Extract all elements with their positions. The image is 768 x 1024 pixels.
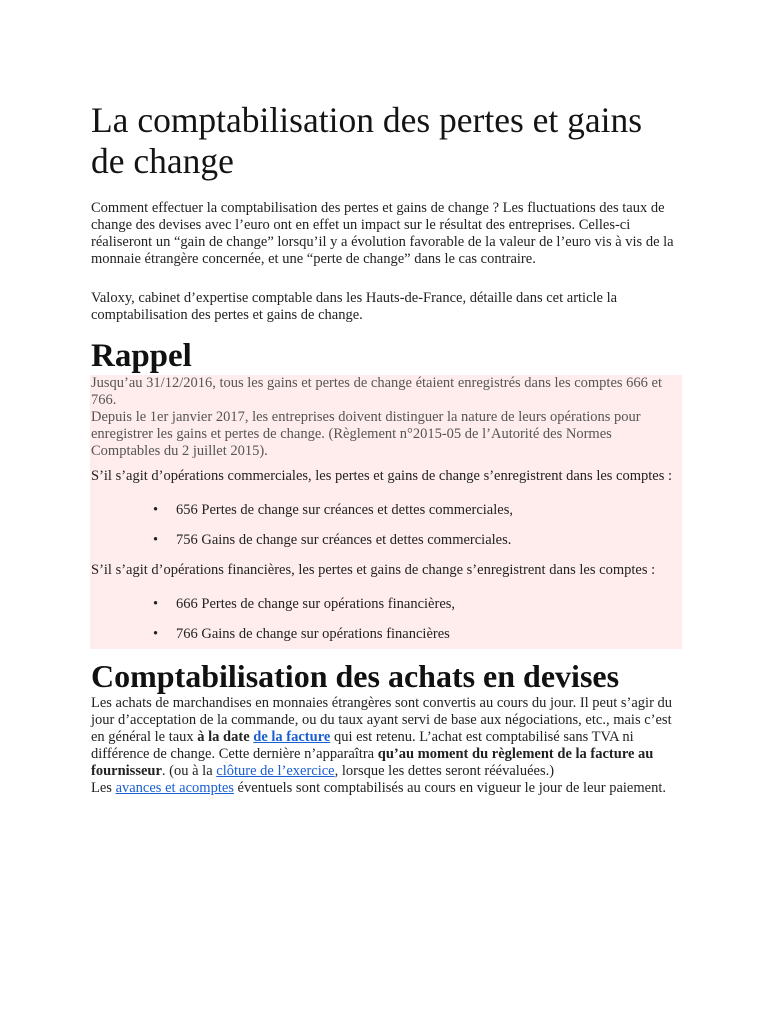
list-item [91,626,676,643]
achats-bold-reglement: qu’au moment du règlement de la facture au fournisseur [91,746,654,779]
rappel-paragraph-3: S’il s’agit d’opérations commerciales, les pertes et gains de change s’enregistrent dans les comptes : [91,468,673,484]
financial-accounts-list [91,596,676,643]
achats-paragraph [91,695,681,797]
list-item [91,596,676,626]
rappel-paragraph-1: Jusqu’au 31/12/2016, tous les gains et pertes de change étaient enregistrés dans les comptes 666 et 766. [91,375,662,408]
achats-text-3: . (ou à la [161,763,217,779]
bullet-icon: • [153,596,159,612]
facture-link[interactable]: de la facture [253,729,331,745]
rappel-highlight-box [90,375,682,649]
rappel-paragraph-4: S’il s’agit d’opérations financières, les pertes et gains de change s’enregistrent dans les comptes : [91,562,656,578]
cloture-exercice-link[interactable]: clôture de l’exercice [216,763,335,779]
achats-text-2: qui est retenu. L’achat est comptabilisé sans TVA ni différence de change. Cette dernière n’apparaîtra [91,729,634,762]
bullet-icon: • [153,626,159,642]
intro-paragraph: Comment effectuer la comptabilisation des pertes et gains de change ? Les fluctuations des taux de change des devises avec l’euro ont en effet un impact sur le résultat des entreprises. Celles-ci réaliseront un “gain de change” lorsqu’il y a évolution favorable de la valeur de l’euro vis à vis de la monnaie étrangère concernée, et une “perte de change” dans le cas contraire. [91,200,674,267]
list-item [91,502,676,532]
achats-text-6: éventuels sont comptabilisés au cours en vigueur le jour de leur paiement. [233,780,666,796]
list-item-text: 756 Gains de change sur créances et dettes commerciales. [176,532,512,548]
avances-acomptes-link[interactable]: avances et acomptes [115,780,234,796]
rappel-paragraph-2: Depuis le 1er janvier 2017, les entreprises doivent distinguer la nature de leurs opérations pour enregistrer les gains et pertes de change. (Règlement n°2015-05 de l’Autorité des Normes Comptables du 2 juillet 2015). [91,409,641,459]
commercial-accounts-list [91,502,676,562]
achats-heading: Comptabilisation des achats en devises [91,658,620,694]
list-item [91,532,676,562]
list-item-text: 666 Pertes de change sur opérations financières, [176,596,456,612]
page-title: La comptabilisation des pertes et gains de change [91,100,643,181]
list-item-text: 656 Pertes de change sur créances et dettes commerciales, [176,502,513,518]
achats-text-1: Les achats de marchandises en monnaies étrangères sont convertis au cours du jour. Il peut s’agir du jour d’acceptation de la commande, ou du taux ayant servi de base aux négociations, etc., mais c’est en général le taux [91,695,673,745]
list-item-text: 766 Gains de change sur opérations financières [176,626,450,642]
bullet-icon: • [153,502,159,518]
intro-paragraph-2: Valoxy, cabinet d’expertise comptable dans les Hauts-de-France, détaille dans cet article la comptabilisation des pertes et gains de change. [91,290,618,323]
achats-bold-date: à la date [197,729,250,745]
achats-text-5: Les [91,780,116,796]
achats-text-4: , lorsque les dettes seront réévaluées.) [334,763,555,779]
rappel-heading: Rappel [91,338,192,374]
bullet-icon: • [153,532,159,548]
article-content [91,100,681,797]
